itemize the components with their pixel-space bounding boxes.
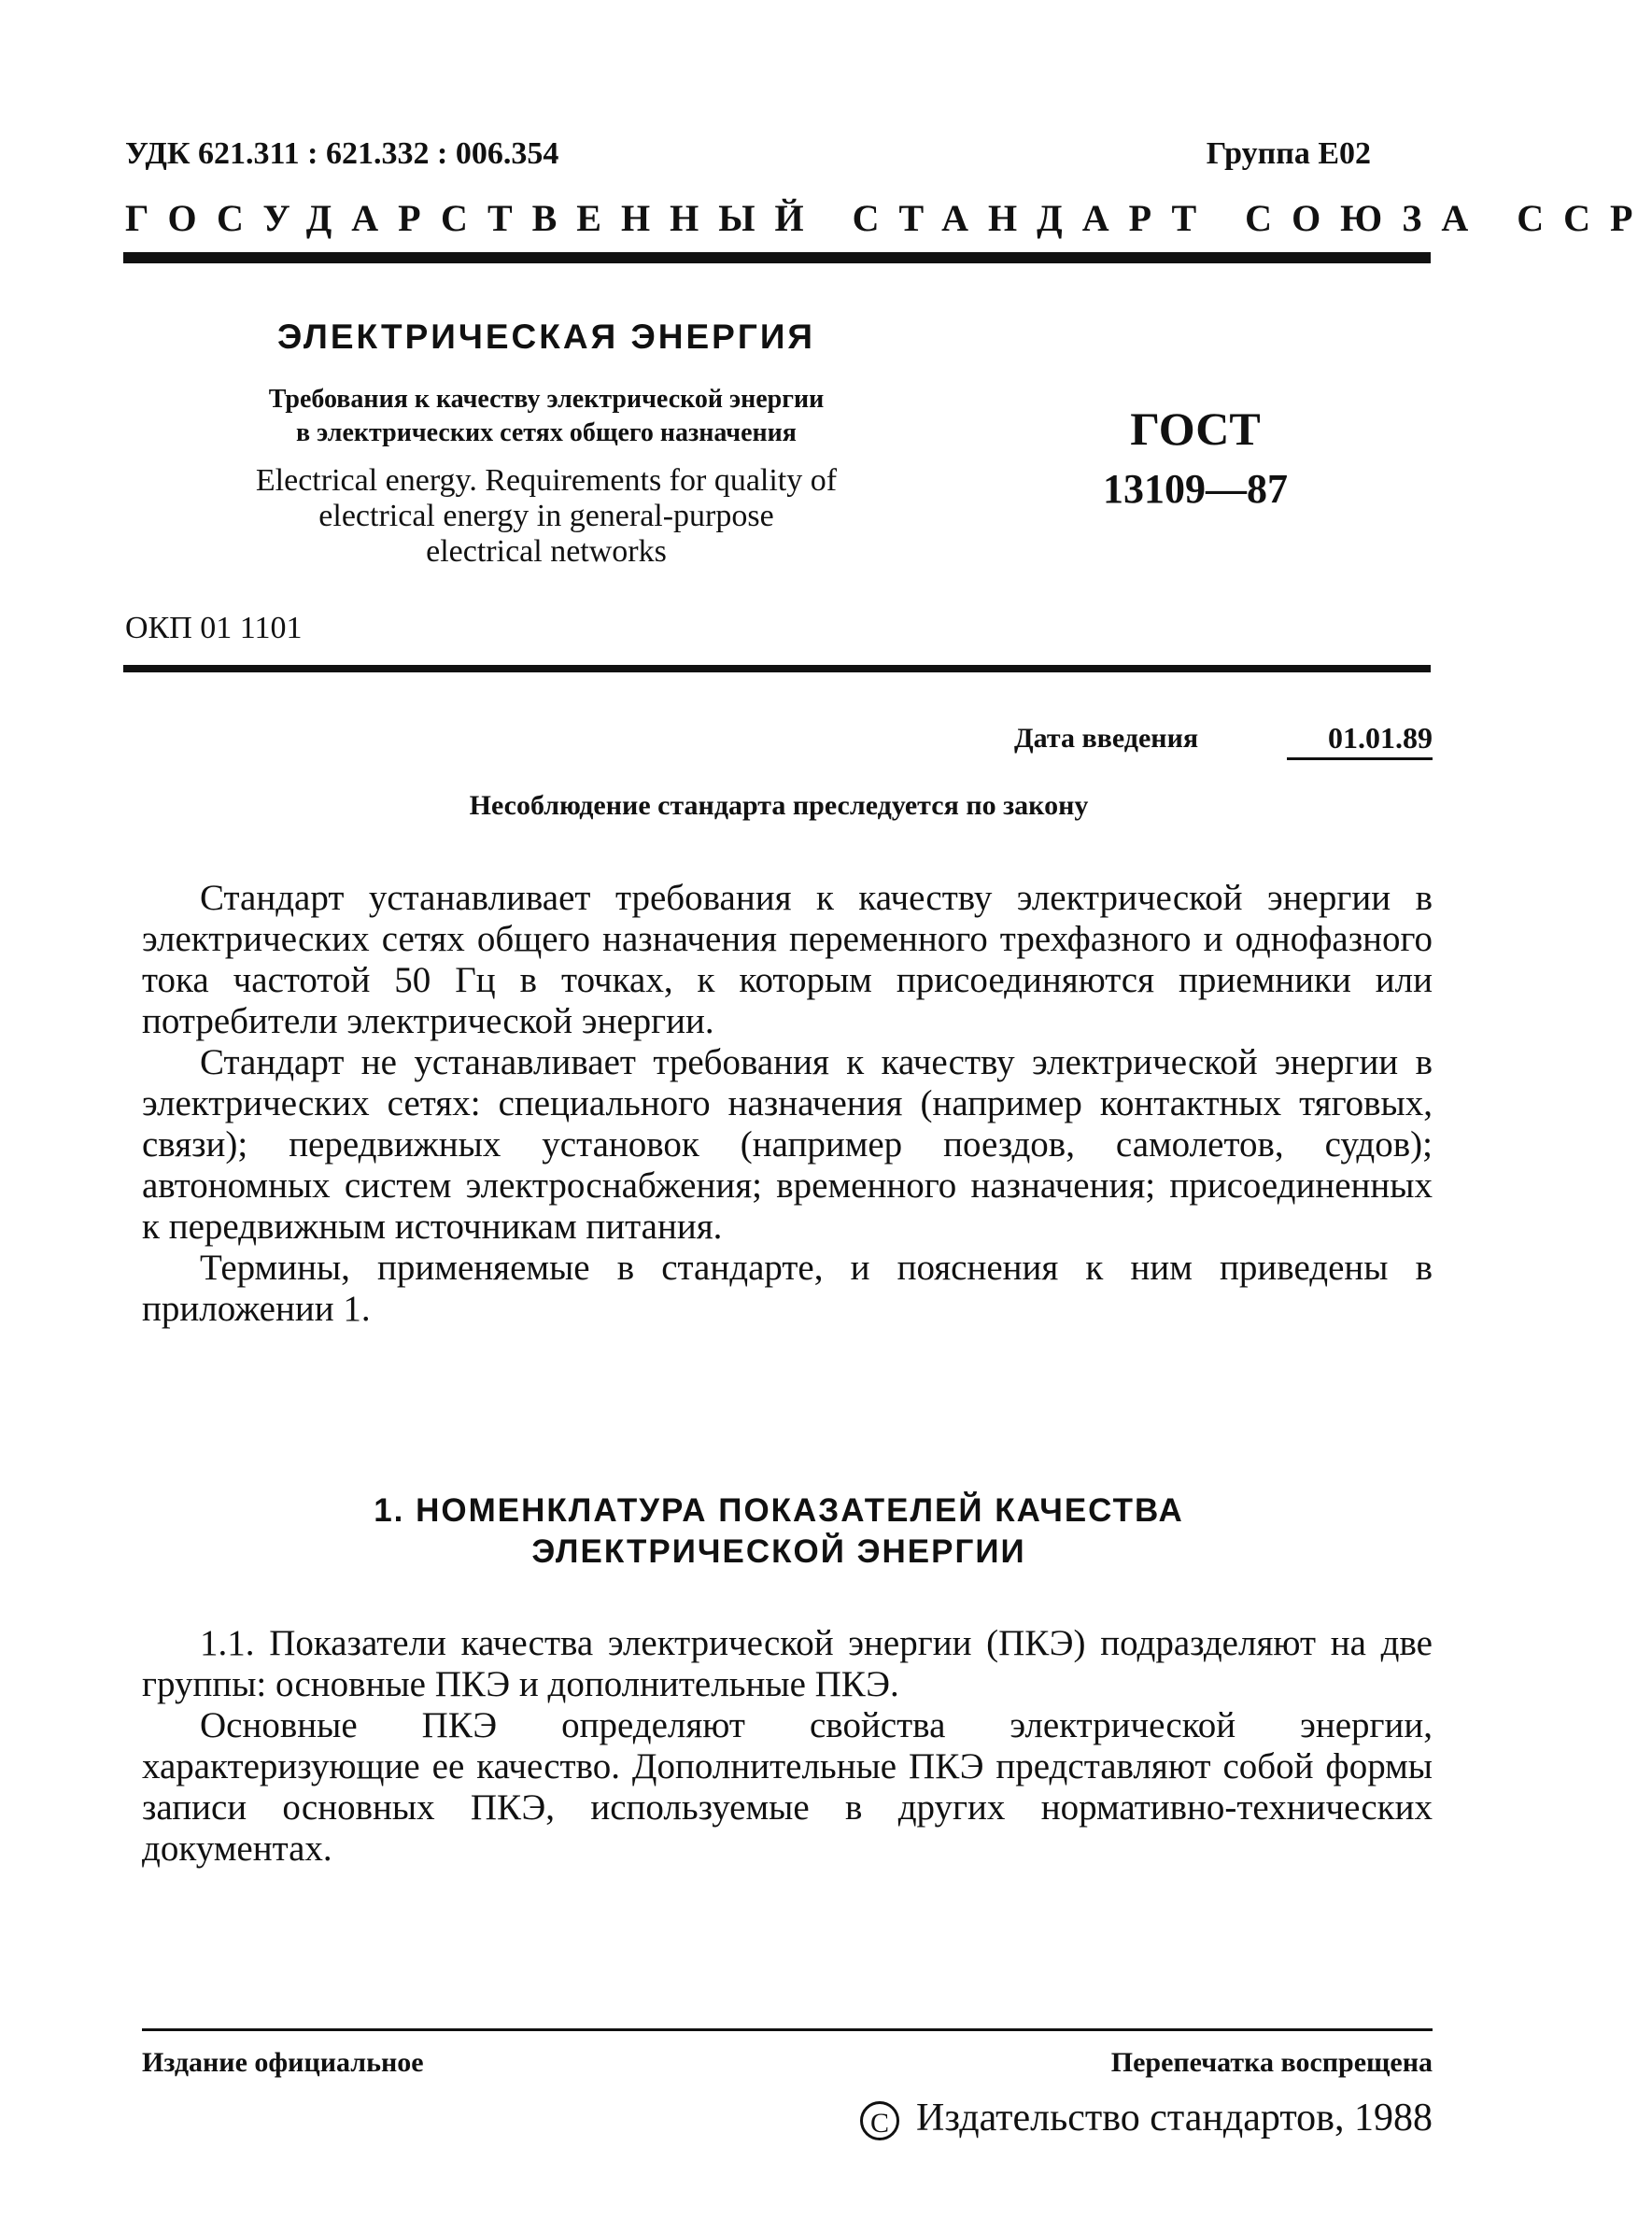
subtitle-ru-line: в электрических сетях общего назначения — [296, 418, 797, 447]
subtitle-en-line: electrical networks — [426, 534, 667, 569]
paragraph: Термины, применяемые в стандарте, и пояснения к ним приведены в приложении 1. — [142, 1248, 1433, 1329]
section-text — [142, 1623, 1433, 1870]
udk-code: УДК 621.311 : 621.332 : 006.354 — [125, 136, 559, 171]
subtitle-en — [168, 463, 925, 570]
intro-text — [142, 878, 1433, 1330]
paragraph: Стандарт устанавливает требования к качеству электрической энергии в электрических сетях общего назначения переменного трехфазного и однофазного тока частотой 50 Гц в точках, к которым присоединяются приемники или потребители электрической энергии. — [142, 878, 1433, 1041]
okp-code: ОКП 01 1101 — [125, 611, 303, 645]
reprint-note: Перепечатка воспрещена — [1110, 2047, 1433, 2078]
group-code: Группа Е02 — [1206, 136, 1371, 171]
state-standard-heading: ГОСУДАРСТВЕННЫЙ СТАНДАРТ СОЮЗА ССР — [125, 197, 1652, 239]
paragraph: Основные ПКЭ определяют свойства электрической энергии, характеризующие ее качество. Дополнительные ПКЭ представляют собой формы записи основных ПКЭ, используемые в других нормативно-технических документах. — [142, 1705, 1433, 1869]
subtitle-ru — [168, 383, 925, 450]
section-title-line: ЭЛЕКТРИЧЕСКОЙ ЭНЕРГИИ — [531, 1533, 1026, 1570]
document-title: ЭЛЕКТРИЧЕСКАЯ ЭНЕРГИЯ — [276, 318, 816, 356]
edition-note: Издание официальное — [142, 2047, 424, 2078]
copyright-icon: C — [860, 2101, 899, 2140]
subtitle-ru-line: Требования к качеству электрической энергии — [268, 385, 825, 414]
section-title — [125, 1490, 1433, 1573]
section-title-line: 1. НОМЕНКЛАТУРА ПОКАЗАТЕЛЕЙ КАЧЕСТВА — [374, 1492, 1184, 1529]
publisher-name: Издательство стандартов, 1988 — [916, 2097, 1433, 2139]
title-divider — [123, 665, 1431, 672]
paragraph: 1.1. Показатели качества электрической энергии (ПКЭ) подразделяют на две группы: основные ПКЭ и дополнительные ПКЭ. — [142, 1623, 1433, 1704]
legal-warning: Несоблюдение стандарта преследуется по закону — [469, 790, 1089, 821]
subtitle-en-line: Electrical energy. Requirements for quality of — [255, 463, 838, 498]
paragraph: Стандарт не устанавливает требования к качеству электрической энергии в электрических сетях: специального назначения (например контактных тяговых, связи); передвижных установок (например поездов, самолетов, судов); автономных систем электроснабжения; временного назначения; присоединенных к передвижным источникам питания. — [142, 1042, 1433, 1247]
publisher-line — [860, 2096, 1433, 2140]
footer-divider — [142, 2028, 1433, 2031]
gost-label: ГОСТ — [1130, 402, 1261, 455]
header-divider — [123, 252, 1431, 263]
introduction-date: 01.01.89 — [1287, 721, 1433, 760]
subtitle-en-line: electrical energy in general-purpose — [318, 499, 774, 533]
gost-number: 13109—87 — [1103, 466, 1288, 512]
introduction-date-label: Дата введения — [1014, 723, 1199, 754]
